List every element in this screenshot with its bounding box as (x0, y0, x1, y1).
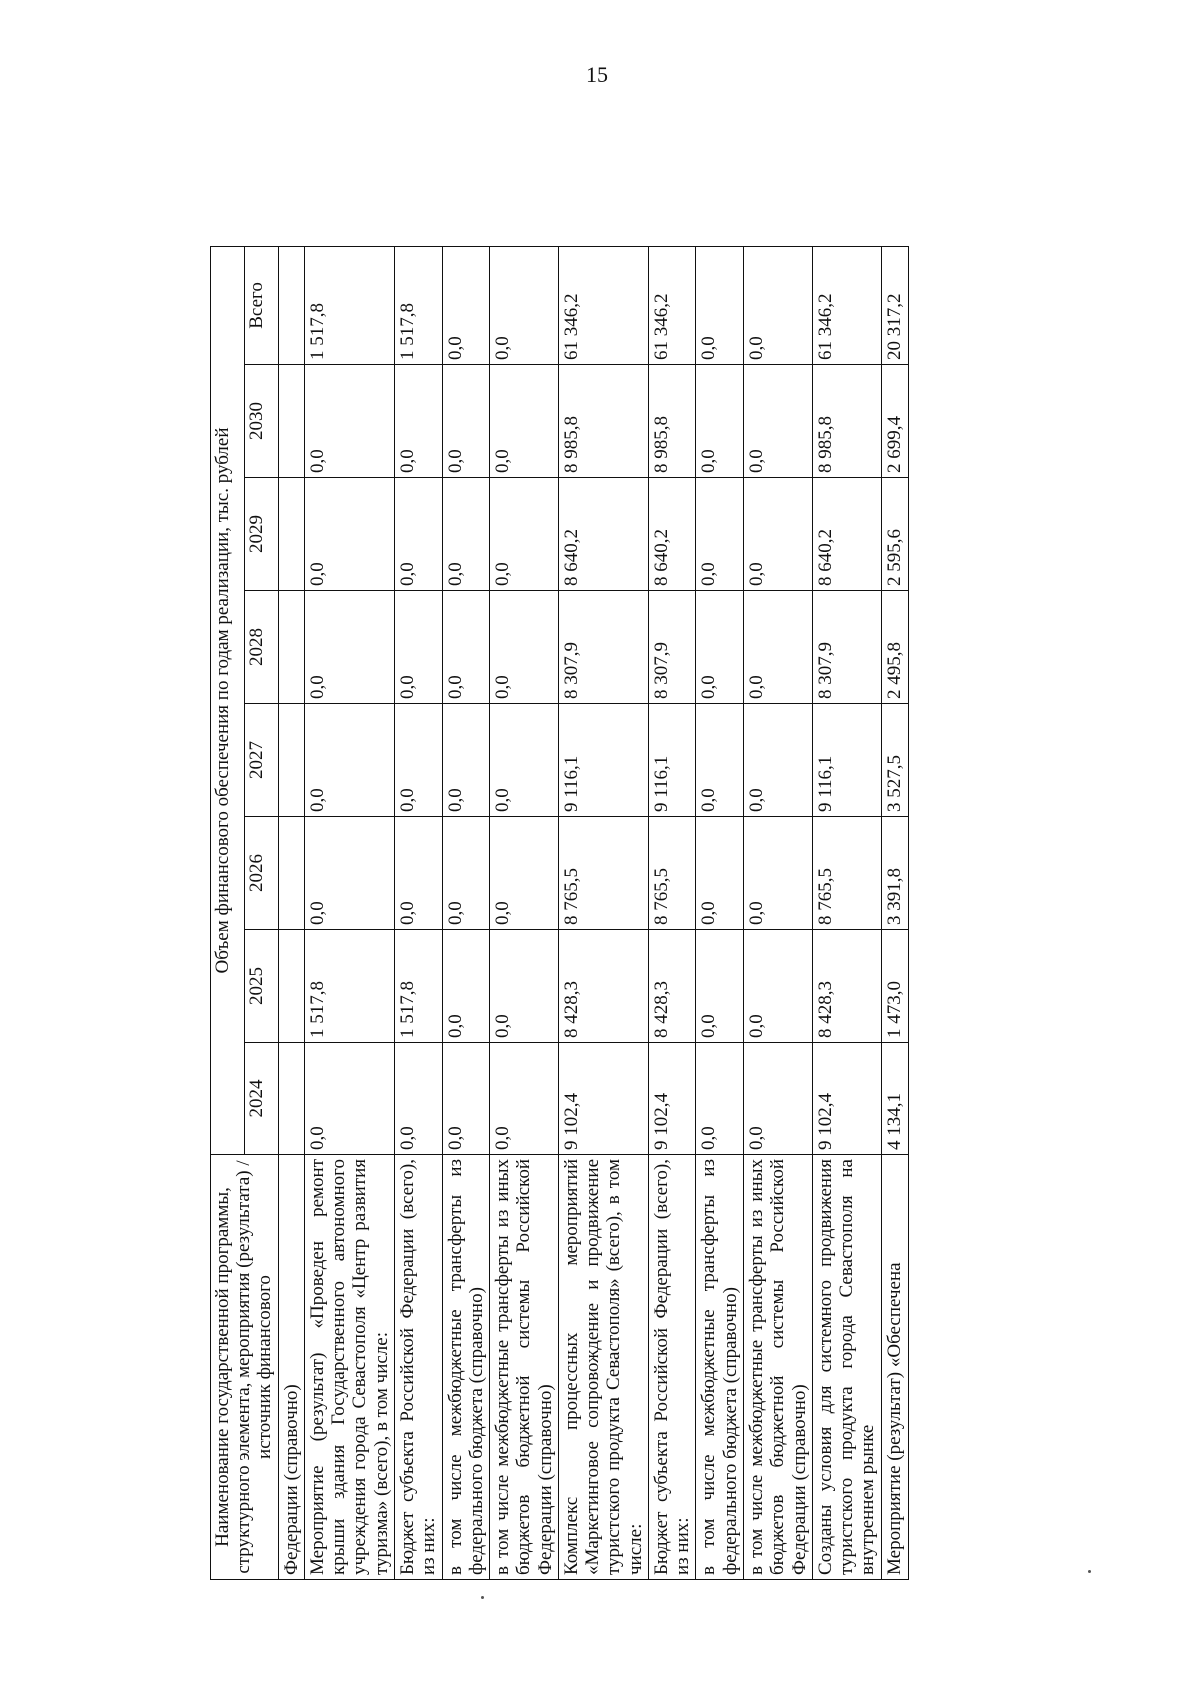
header-name-cell: Наименование государственной программы, структурного элемента, мероприятия (результата) / источник финансового (211, 1155, 279, 1580)
value-cell (278, 1043, 304, 1155)
value-cell: 0,0 (304, 1043, 394, 1155)
table-row (648, 246, 696, 1579)
value-cell (278, 246, 304, 364)
value-cell: 8 985,8 (812, 365, 881, 478)
value-cell (278, 704, 304, 817)
value-cell: 0,0 (490, 817, 559, 930)
value-cell: 0,0 (490, 930, 559, 1043)
scan-dot (481, 1596, 484, 1599)
value-cell: 8 765,5 (558, 817, 648, 930)
value-cell: 2 595,6 (881, 478, 908, 591)
row-name-cell: Мероприятие (результат) «Проведен ремонт крыши здания Государственного автономного учреждения города Севастополя «Центр развития туризма» (всего), в том числе: (304, 1155, 394, 1580)
row-name-cell: Комплекс процессных мероприятий «Маркетинговое сопровождение и продвижение туристского продукта Севастополя» (всего), в том числе: (558, 1155, 648, 1580)
year-header-cell: 2029 (244, 478, 278, 591)
value-cell (278, 591, 304, 704)
value-cell: 0,0 (442, 246, 490, 364)
value-cell: 2 699,4 (881, 365, 908, 478)
table-row (696, 246, 744, 1579)
year-header-cell: 2028 (244, 591, 278, 704)
value-cell: 8 765,5 (648, 817, 696, 930)
value-cell: 8 640,2 (812, 478, 881, 591)
row-name-cell: Бюджет субъекта Российской Федерации (всего), из них: (648, 1155, 696, 1580)
value-cell: 0,0 (490, 591, 559, 704)
row-name-cell: в том числе межбюджетные трансферты из иных бюджетов бюджетной системы Российской Федерации (справочно) (743, 1155, 812, 1580)
value-cell: 0,0 (442, 591, 490, 704)
value-cell: 9 102,4 (558, 1043, 648, 1155)
value-cell: 0,0 (304, 817, 394, 930)
table-row (743, 246, 812, 1579)
value-cell: 0,0 (395, 478, 443, 591)
rotated-table-stage (210, 247, 1125, 1580)
value-cell: 0,0 (395, 817, 443, 930)
value-cell: 0,0 (696, 704, 744, 817)
value-cell: 0,0 (442, 817, 490, 930)
table-row (812, 246, 881, 1579)
value-cell (278, 478, 304, 591)
value-cell: 1 517,8 (304, 246, 394, 364)
financing-table (210, 246, 909, 1580)
value-cell: 0,0 (743, 591, 812, 704)
value-cell (278, 365, 304, 478)
value-cell: 9 116,1 (812, 704, 881, 817)
value-cell (278, 930, 304, 1043)
value-cell: 0,0 (743, 365, 812, 478)
value-cell: 9 116,1 (558, 704, 648, 817)
value-cell: 1 517,8 (304, 930, 394, 1043)
table-row (881, 246, 908, 1579)
value-cell: 8 307,9 (648, 591, 696, 704)
value-cell: 0,0 (743, 246, 812, 364)
value-cell: 3 527,5 (881, 704, 908, 817)
row-name-cell: Созданы условия для системного продвижения туристского продукта города Севастополя на внутреннем рынке (812, 1155, 881, 1580)
table-row (304, 246, 394, 1579)
value-cell: 0,0 (490, 1043, 559, 1155)
value-cell: 0,0 (442, 930, 490, 1043)
value-cell: 0,0 (304, 365, 394, 478)
row-name-cell: Мероприятие (результат) «Обеспечена (881, 1155, 908, 1580)
table-row (395, 246, 443, 1579)
value-cell: 4 134,1 (881, 1043, 908, 1155)
value-cell: 0,0 (490, 365, 559, 478)
value-cell: 0,0 (696, 817, 744, 930)
value-cell: 0,0 (490, 704, 559, 817)
value-cell: 8 985,8 (648, 365, 696, 478)
row-name-cell: в том числе межбюджетные трансферты из федерального бюджета (справочно) (442, 1155, 490, 1580)
row-name-cell: Бюджет субъекта Российской Федерации (всего), из них: (395, 1155, 443, 1580)
value-cell: 0,0 (743, 930, 812, 1043)
value-cell: 8 307,9 (558, 591, 648, 704)
value-cell: 8 428,3 (558, 930, 648, 1043)
value-cell: 0,0 (395, 591, 443, 704)
value-cell: 0,0 (490, 246, 559, 364)
value-cell: 20 317,2 (881, 246, 908, 364)
value-cell: 0,0 (442, 704, 490, 817)
value-cell: 0,0 (743, 478, 812, 591)
value-cell: 8 307,9 (812, 591, 881, 704)
value-cell: 61 346,2 (558, 246, 648, 364)
value-cell: 1 473,0 (881, 930, 908, 1043)
value-cell: 8 640,2 (648, 478, 696, 591)
year-header-cell: 2025 (244, 930, 278, 1043)
value-cell: 0,0 (696, 930, 744, 1043)
value-cell: 0,0 (442, 365, 490, 478)
value-cell: 0,0 (696, 478, 744, 591)
table-row (442, 246, 490, 1579)
year-header-cell: 2026 (244, 817, 278, 930)
value-cell: 8 428,3 (812, 930, 881, 1043)
value-cell: 9 102,4 (812, 1043, 881, 1155)
year-header-cell: Всего (244, 246, 278, 364)
row-name-cell: Федерации (справочно) (278, 1155, 304, 1580)
year-header-cell: 2024 (244, 1043, 278, 1155)
value-cell: 0,0 (395, 704, 443, 817)
table-row (278, 246, 304, 1579)
value-cell: 8 985,8 (558, 365, 648, 478)
value-cell: 0,0 (743, 1043, 812, 1155)
value-cell: 61 346,2 (648, 246, 696, 364)
year-header-cell: 2030 (244, 365, 278, 478)
value-cell: 0,0 (442, 1043, 490, 1155)
value-cell: 0,0 (696, 365, 744, 478)
value-cell: 8 640,2 (558, 478, 648, 591)
value-cell: 61 346,2 (812, 246, 881, 364)
table-row (558, 246, 648, 1579)
value-cell: 0,0 (304, 591, 394, 704)
table-body (278, 246, 908, 1579)
page-number: 15 (586, 62, 608, 87)
value-cell: 1 517,8 (395, 246, 443, 364)
value-cell (278, 817, 304, 930)
value-cell: 0,0 (743, 817, 812, 930)
value-cell: 9 102,4 (648, 1043, 696, 1155)
value-cell: 0,0 (743, 704, 812, 817)
value-cell: 3 391,8 (881, 817, 908, 930)
value-cell: 0,0 (442, 478, 490, 591)
value-cell: 1 517,8 (395, 930, 443, 1043)
table-row (490, 246, 559, 1579)
value-cell: 0,0 (304, 478, 394, 591)
value-cell: 8 765,5 (812, 817, 881, 930)
value-cell: 9 116,1 (648, 704, 696, 817)
value-cell: 0,0 (696, 591, 744, 704)
value-cell: 0,0 (490, 478, 559, 591)
value-cell: 8 428,3 (648, 930, 696, 1043)
value-cell: 0,0 (395, 365, 443, 478)
row-name-cell: в том числе межбюджетные трансферты из федерального бюджета (справочно) (696, 1155, 744, 1580)
value-cell: 0,0 (696, 1043, 744, 1155)
year-header-cell: 2027 (244, 704, 278, 817)
value-cell: 0,0 (395, 1043, 443, 1155)
value-cell: 0,0 (304, 704, 394, 817)
row-name-cell: в том числе межбюджетные трансферты из иных бюджетов бюджетной системы Российской Федерации (справочно) (490, 1155, 559, 1580)
value-cell: 0,0 (696, 246, 744, 364)
value-cell: 2 495,8 (881, 591, 908, 704)
header-group-cell: Объем финансового обеспечения по годам реализации, тыс. рублей (211, 246, 245, 1154)
